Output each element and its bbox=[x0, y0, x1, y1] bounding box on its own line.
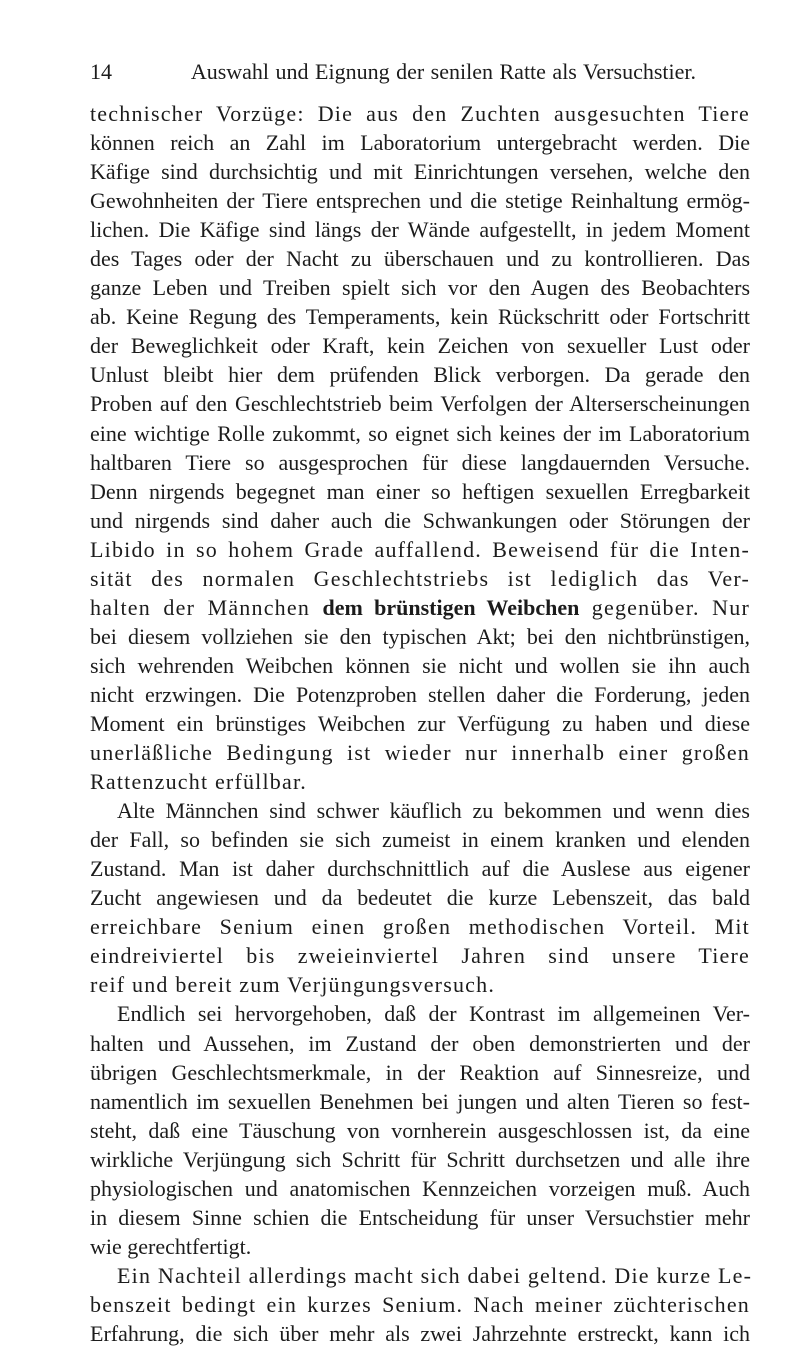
text-line: ganze Leben und Treiben spielt sich vor den Augen des Beobachters bbox=[90, 275, 750, 301]
text-line: haltbaren Tiere so ausgesprochen für diese langdauernden Versuche. bbox=[90, 449, 750, 475]
running-head: Auswahl und Eignung der senilen Ratte als Versuchstier. bbox=[190, 59, 696, 84]
text-line bbox=[90, 593, 750, 622]
text-line: Zucht angewiesen und da bedeutet die kurze Lebenszeit, das bald bbox=[90, 885, 750, 911]
text-line: und nirgends sind daher auch die Schwankungen oder Störungen der bbox=[90, 507, 750, 533]
text-line: Käfige sind durchsichtig und mit Einrichtungen versehen, welche den bbox=[90, 159, 750, 185]
text-line: sich wehrenden Weibchen können sie nicht und wollen sie ihn auch bbox=[90, 652, 750, 678]
text-line: ab. Keine Regung des Temperaments, kein Rückschritt oder Fortschritt bbox=[90, 304, 750, 330]
text-line: der Fall, so befinden sie sich zumeist in einem kranken und elenden bbox=[90, 827, 750, 853]
text-line: Endlich sei hervorgehoben, daß der Kontrast im allgemeinen Ver- bbox=[117, 1001, 750, 1027]
text-line: eine wichtige Rolle zukommt, so eignet sich keines der im Laboratorium bbox=[90, 420, 750, 446]
page-number: 14 bbox=[90, 59, 112, 84]
text-line: Libido in so hohem Grade auffallend. Beweisend für die Inten- bbox=[90, 536, 750, 562]
text-line: können reich an Zahl im Laboratorium untergebracht werden. Die bbox=[90, 130, 750, 156]
text-line: unerläßliche Bedingung ist wieder nur innerhalb einer großen bbox=[90, 740, 750, 766]
text-line: Proben auf den Geschlechtstrieb beim Verfolgen der Alterserscheinungen bbox=[90, 391, 750, 417]
text-line: lichen. Die Käfige sind längs der Wände aufgestellt, in jedem Moment bbox=[90, 217, 750, 243]
text-line: Unlust bleibt hier dem prüfenden Blick verborgen. Da gerade den bbox=[90, 362, 750, 388]
text-line: Denn nirgends begegnet man einer so heftigen sexuellen Erregbarkeit bbox=[90, 478, 750, 504]
text-line: Ein Nachteil allerdings macht sich dabei geltend. Die kurze Le- bbox=[117, 1262, 753, 1288]
text-line: reif und bereit zum Verjüngungsversuch. bbox=[90, 972, 496, 998]
text-fragment: gegenüber. Nur bbox=[579, 594, 750, 620]
text-line: steht, daß eine Täuschung von vornherein ausgeschlossen ist, da eine bbox=[90, 1117, 750, 1143]
page-header bbox=[90, 52, 696, 92]
text-line: bei diesem vollziehen sie den typischen Akt; bei den nichtbrünstigen, bbox=[90, 623, 750, 649]
text-line: Rattenzucht erfüllbar. bbox=[90, 769, 307, 795]
text-line: der Beweglichkeit oder Kraft, kein Zeichen von sexueller Lust oder bbox=[90, 333, 750, 359]
text-fragment: halten der Männchen bbox=[90, 594, 323, 620]
text-line: Gewohnheiten der Tiere entsprechen und die stetige Reinhaltung ermög- bbox=[90, 188, 750, 214]
text-line: benszeit bedingt ein kurzes Senium. Nach meiner züchterischen bbox=[90, 1291, 750, 1317]
text-line: nicht erzwingen. Die Potenzproben stellen daher die Forderung, jeden bbox=[90, 681, 750, 707]
text-line: wirkliche Verjüngung sich Schritt für Schritt durchsetzen und alle ihre bbox=[90, 1146, 750, 1172]
body-text bbox=[90, 99, 753, 1348]
text-line: halten und Aussehen, im Zustand der oben demonstrierten und der bbox=[90, 1030, 750, 1056]
text-line: sität des normalen Geschlechtstriebs ist lediglich das Ver- bbox=[90, 565, 750, 591]
text-line: des Tages oder der Nacht zu überschauen und zu kontrollieren. Das bbox=[90, 246, 750, 272]
text-line: technischer Vorzüge: Die aus den Zuchten ausgesuchten Tiere bbox=[90, 101, 750, 126]
text-line: Erfahrung, die sich über mehr als zwei Jahrzehnte erstreckt, kann ich bbox=[90, 1320, 750, 1346]
text-line: Zustand. Man ist daher durchschnittlich auf die Auslese aus eigener bbox=[90, 856, 750, 882]
text-line: Alte Männchen sind schwer käuflich zu bekommen und wenn dies bbox=[117, 798, 750, 824]
text-line: übrigen Geschlechtsmerkmale, in der Reaktion auf Sinnesreize, und bbox=[90, 1059, 750, 1085]
text-line: wie gerechtfertigt. bbox=[90, 1233, 252, 1259]
text-line: eindreiviertel bis zweieinviertel Jahren sind unsere Tiere bbox=[90, 943, 750, 969]
text-line: physiologischen und anatomischen Kennzeichen vorzeigen muß. Auch bbox=[90, 1175, 750, 1201]
text-line: namentlich im sexuellen Benehmen bei jungen und alten Tieren so fest- bbox=[90, 1088, 750, 1114]
text-line: Moment ein brünstiges Weibchen zur Verfügung zu haben und diese bbox=[90, 710, 750, 736]
bold-emphasis: dem brünstigen Weibchen bbox=[322, 594, 580, 620]
text-line: in diesem Sinne schien die Entscheidung für unser Versuchstier mehr bbox=[90, 1204, 750, 1230]
text-line: erreichbare Senium einen großen methodischen Vorteil. Mit bbox=[90, 914, 750, 940]
